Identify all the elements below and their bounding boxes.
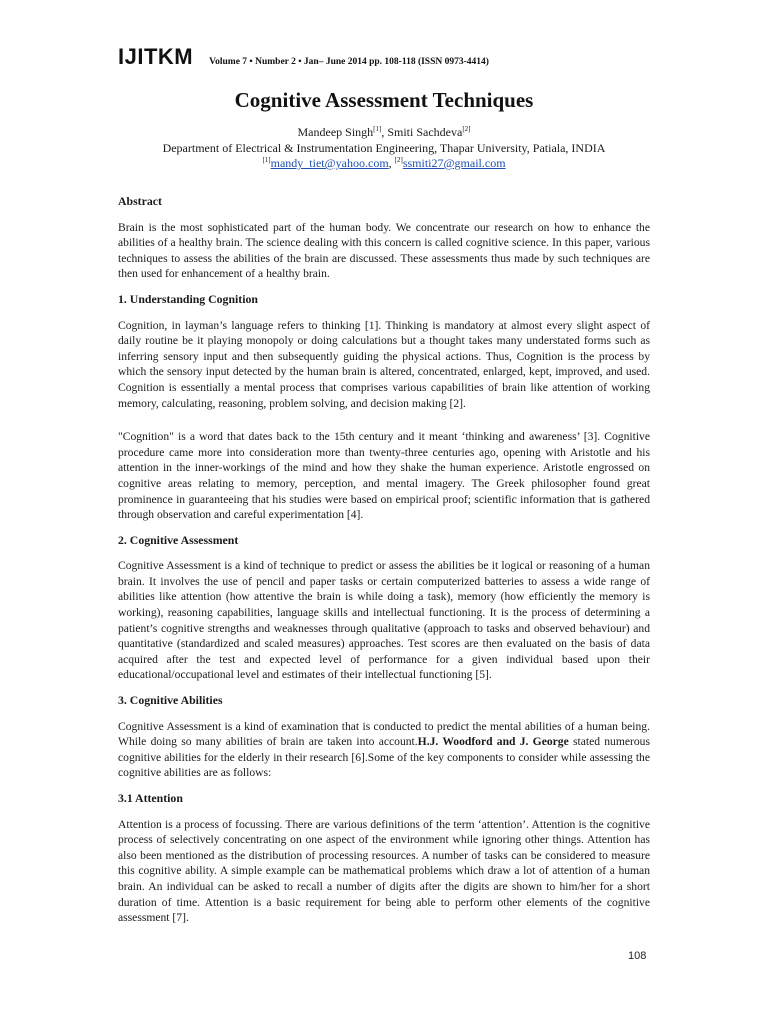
section-heading: 1. Understanding Cognition: [118, 291, 258, 306]
issue-info: Volume 7 • Number 2 • Jan– June 2014 pp. 108-118 (ISSN 0973-4414): [209, 57, 489, 67]
paragraph-text: Cognitive Assessment is a kind of examination that is conducted to predict the mental abilities of a human being. While doing so many abilities of brain are taken into account.: [118, 719, 650, 749]
section-heading: 2. Cognitive Assessment: [118, 532, 239, 547]
author-ref: [2]: [462, 125, 471, 133]
author-name: Mandeep Singh: [297, 125, 374, 139]
author-line: [0, 125, 768, 140]
section-paragraph: [118, 719, 650, 781]
page-number: 108: [628, 950, 647, 962]
section-paragraph: "Cognition" is a word that dates back to the 15th century and it meant ‘thinking and awareness’ [3]. Cognitive procedure came more into consideration more than twenty-three centuries ago, opening with Aristotle and his attention in the inner-workings of the mind and how they shake the human experience. Aristotle engrossed on cognitive areas relating to memory, perception, and mental imagery. The Greek philosopher found great prominence in guaranteeing that his studies were based on empirical proof; scientific information that is gathered through observation and careful experimentation [4].: [118, 430, 650, 522]
section-paragraph: Attention is a process of focussing. There are various definitions of the term ‘attention’. Attention is the cognitive process of selectively concentrating on one aspect of the environment while ignoring other things. Attention has also been mentioned as the distribution of processing resources. A number of tasks can be considered to measure this cognitive ability. A simple example can be mathematical problems which draw a lot of attention of a human brain. An individual can be asked to recall a number of digits after the digits are shown to him/her for a short duration of time. Attention is a basic requirement for being able to perform other elements of the cognitive assessment [7].: [118, 817, 650, 925]
author-separator: ,: [381, 125, 388, 139]
email-link[interactable]: mandy_tiet@yahoo.com: [270, 156, 389, 170]
paper-body: [118, 194, 650, 926]
email-link[interactable]: ssmiti27@gmail.com: [402, 156, 506, 170]
abstract-heading: Abstract: [118, 194, 162, 208]
section-paragraph: Cognition, in layman’s language refers to thinking [1]. Thinking is mandatory at almost every slight aspect of daily routine be it playing monopoly or doing calculations but a thought takes many understated forms such as inferring sensory input and then subsequently guiding the physical actions. Thus, Cognition is the process by which the sensory input detected by the human brain is altered, concentrated, enlarged, kept, improved, and used. Cognition is essentially a mental process that comprises various capabilities of brain like attention of working memory, calculating, reasoning, problem solving, and decision making [2].: [118, 318, 650, 410]
abstract-text: Brain is the most sophisticated part of the human body. We concentrate our research on how to enhance the abilities of a healthy brain. The science dealing with this concern is called cognitive science. In this paper, various techniques to assess the abilities of the brain are discussed. These assessments thus made by such techniques are then used for enhancement of a healthy brain.: [118, 220, 650, 281]
paragraph-text: stated numerous cognitive abilities for the elderly in their research [6].Some of the key components to consider while assessing the cognitive abilities are as follows:: [118, 735, 650, 780]
section-heading: 3. Cognitive Abilities: [118, 693, 223, 708]
section-paragraph: Cognitive Assessment is a kind of technique to predict or assess the abilities be it logical or reasoning of a human brain. It involves the use of pencil and paper tasks or certain computerized batteries to assess a wide range of abilities like attention (how attentive the brain is while doing a task), memory (how efficiently the memory is working), reasoning capabilities, language skills and intellectual functioning. It is the process of determining a patient’s cognitive strengths and weaknesses through qualitative (approach to tasks and observed behaviour) and quantitative (standardized and scaled measures) approaches. Test scores are then evaluated on the basis of data acquired after the test and expected level of performance for a given individual based upon their educational/occupational level and estimates of their intellectual functioning [5].: [118, 559, 650, 682]
email-line: [0, 156, 768, 171]
affiliation: Department of Electrical & Instrumentation Engineering, Thapar University, Patiala, INDIA: [162, 141, 606, 155]
journal-name: IJITKM: [118, 44, 194, 69]
author-ref: [1]: [373, 125, 382, 133]
subsection-heading: 3.1 Attention: [118, 791, 183, 805]
email-ref: [2]: [394, 156, 403, 164]
paper-title: Cognitive Assessment Techniques: [234, 88, 534, 112]
journal-header: [118, 44, 489, 70]
email-ref: [1]: [262, 156, 271, 164]
author-name: Smiti Sachdeva: [387, 125, 463, 139]
email-separator: ,: [388, 156, 395, 170]
cited-authors: H.J. Woodford and J. George: [417, 735, 569, 749]
